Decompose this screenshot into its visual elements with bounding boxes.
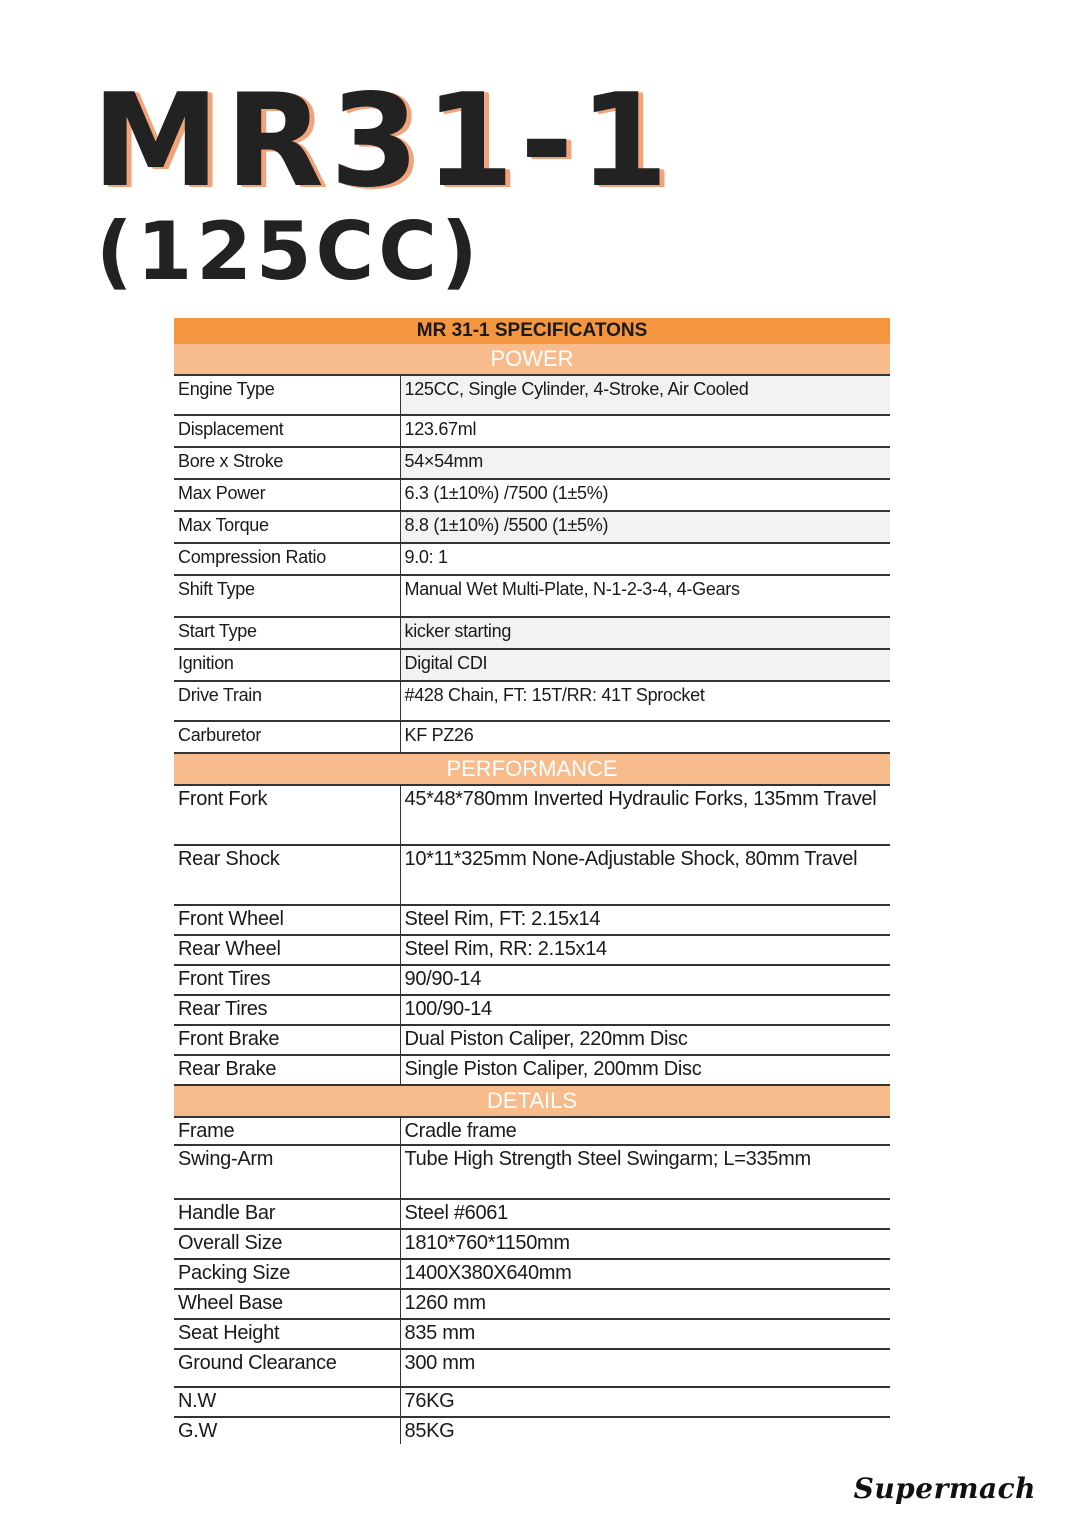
spec-value: Manual Wet Multi-Plate, N-1-2-3-4, 4-Gears [400,575,890,617]
spec-value: 6.3 (1±10%) /7500 (1±5%) [400,479,890,511]
spec-value: 300 mm [400,1349,890,1387]
spec-row [174,785,890,845]
engine-size-subtitle: (125CC) [96,205,482,298]
spec-value: 8.8 (1±10%) /5500 (1±5%) [400,511,890,543]
spec-label: Displacement [174,415,400,447]
spec-label: Frame [174,1117,400,1145]
spec-value: 9.0: 1 [400,543,890,575]
spec-label: Rear Shock [174,845,400,905]
section-title: POWER [174,344,890,375]
spec-value: kicker starting [400,617,890,649]
spec-label: Rear Brake [174,1055,400,1085]
spec-row [174,995,890,1025]
spec-label: Swing-Arm [174,1145,400,1199]
spec-row [174,447,890,479]
spec-value: Steel #6061 [400,1199,890,1229]
spec-label: Ignition [174,649,400,681]
spec-value: 125CC, Single Cylinder, 4-Stroke, Air Cooled [400,375,890,415]
spec-label: Handle Bar [174,1199,400,1229]
spec-label: Compression Ratio [174,543,400,575]
spec-row [174,479,890,511]
spec-row [174,935,890,965]
spec-value: Single Piston Caliper, 200mm Disc [400,1055,890,1085]
spec-value: 85KG [400,1417,890,1444]
spec-label: Overall Size [174,1229,400,1259]
spec-label: Max Power [174,479,400,511]
spec-value: 76KG [400,1387,890,1417]
spec-row [174,1025,890,1055]
spec-label: Front Tires [174,965,400,995]
spec-row [174,1417,890,1444]
section-header-performance [174,753,890,785]
spec-value: 1810*760*1150mm [400,1229,890,1259]
spec-label: Bore x Stroke [174,447,400,479]
spec-table-title-row [174,318,890,344]
spec-table-title: MR 31-1 SPECIFICATONS [174,318,890,344]
spec-value: 10*11*325mm None-Adjustable Shock, 80mm Travel [400,845,890,905]
section-title: DETAILS [174,1085,890,1117]
spec-value: 90/90-14 [400,965,890,995]
spec-row [174,649,890,681]
spec-row [174,415,890,447]
spec-row [174,965,890,995]
spec-value: 54×54mm [400,447,890,479]
spec-row [174,375,890,415]
spec-value: Steel Rim, RR: 2.15x14 [400,935,890,965]
spec-label: Wheel Base [174,1289,400,1319]
spec-value: 45*48*780mm Inverted Hydraulic Forks, 135mm Travel [400,785,890,845]
spec-value: Dual Piston Caliper, 220mm Disc [400,1025,890,1055]
spec-value: KF PZ26 [400,721,890,753]
spec-row [174,511,890,543]
spec-row [174,1289,890,1319]
spec-row [174,1055,890,1085]
spec-row [174,721,890,753]
spec-label: Drive Train [174,681,400,721]
model-title: MR31-1 [92,67,675,216]
spec-label: Front Brake [174,1025,400,1055]
spec-label: Packing Size [174,1259,400,1289]
spec-row [174,1319,890,1349]
spec-label: Rear Wheel [174,935,400,965]
spec-row [174,1349,890,1387]
spec-value: 123.67ml [400,415,890,447]
spec-row [174,905,890,935]
spec-row [174,1117,890,1145]
spec-value: 1400X380X640mm [400,1259,890,1289]
spec-label: Front Wheel [174,905,400,935]
spec-label: Engine Type [174,375,400,415]
spec-label: Start Type [174,617,400,649]
spec-row [174,1229,890,1259]
spec-label: Carburetor [174,721,400,753]
spec-label: G.W [174,1417,400,1444]
spec-table [174,318,890,1444]
section-header-details [174,1085,890,1117]
spec-row [174,1259,890,1289]
spec-value: Steel Rim, FT: 2.15x14 [400,905,890,935]
spec-value: 835 mm [400,1319,890,1349]
spec-row [174,681,890,721]
spec-label: Rear Tires [174,995,400,1025]
section-header-power [174,344,890,375]
spec-value: 100/90-14 [400,995,890,1025]
spec-row [174,1199,890,1229]
spec-label: Max Torque [174,511,400,543]
spec-label: Seat Height [174,1319,400,1349]
spec-row [174,543,890,575]
spec-row [174,1387,890,1417]
spec-row [174,617,890,649]
spec-value: Cradle frame [400,1117,890,1145]
spec-value: #428 Chain, FT: 15T/RR: 41T Sprocket [400,681,890,721]
spec-row [174,1145,890,1199]
spec-value: 1260 mm [400,1289,890,1319]
brand-signature: Supermach [853,1472,1036,1505]
spec-label: N.W [174,1387,400,1417]
spec-row [174,575,890,617]
spec-row [174,845,890,905]
spec-label: Front Fork [174,785,400,845]
spec-label: Ground Clearance [174,1349,400,1387]
section-title: PERFORMANCE [174,753,890,785]
spec-label: Shift Type [174,575,400,617]
spec-value: Digital CDI [400,649,890,681]
spec-value: Tube High Strength Steel Swingarm; L=335mm [400,1145,890,1199]
